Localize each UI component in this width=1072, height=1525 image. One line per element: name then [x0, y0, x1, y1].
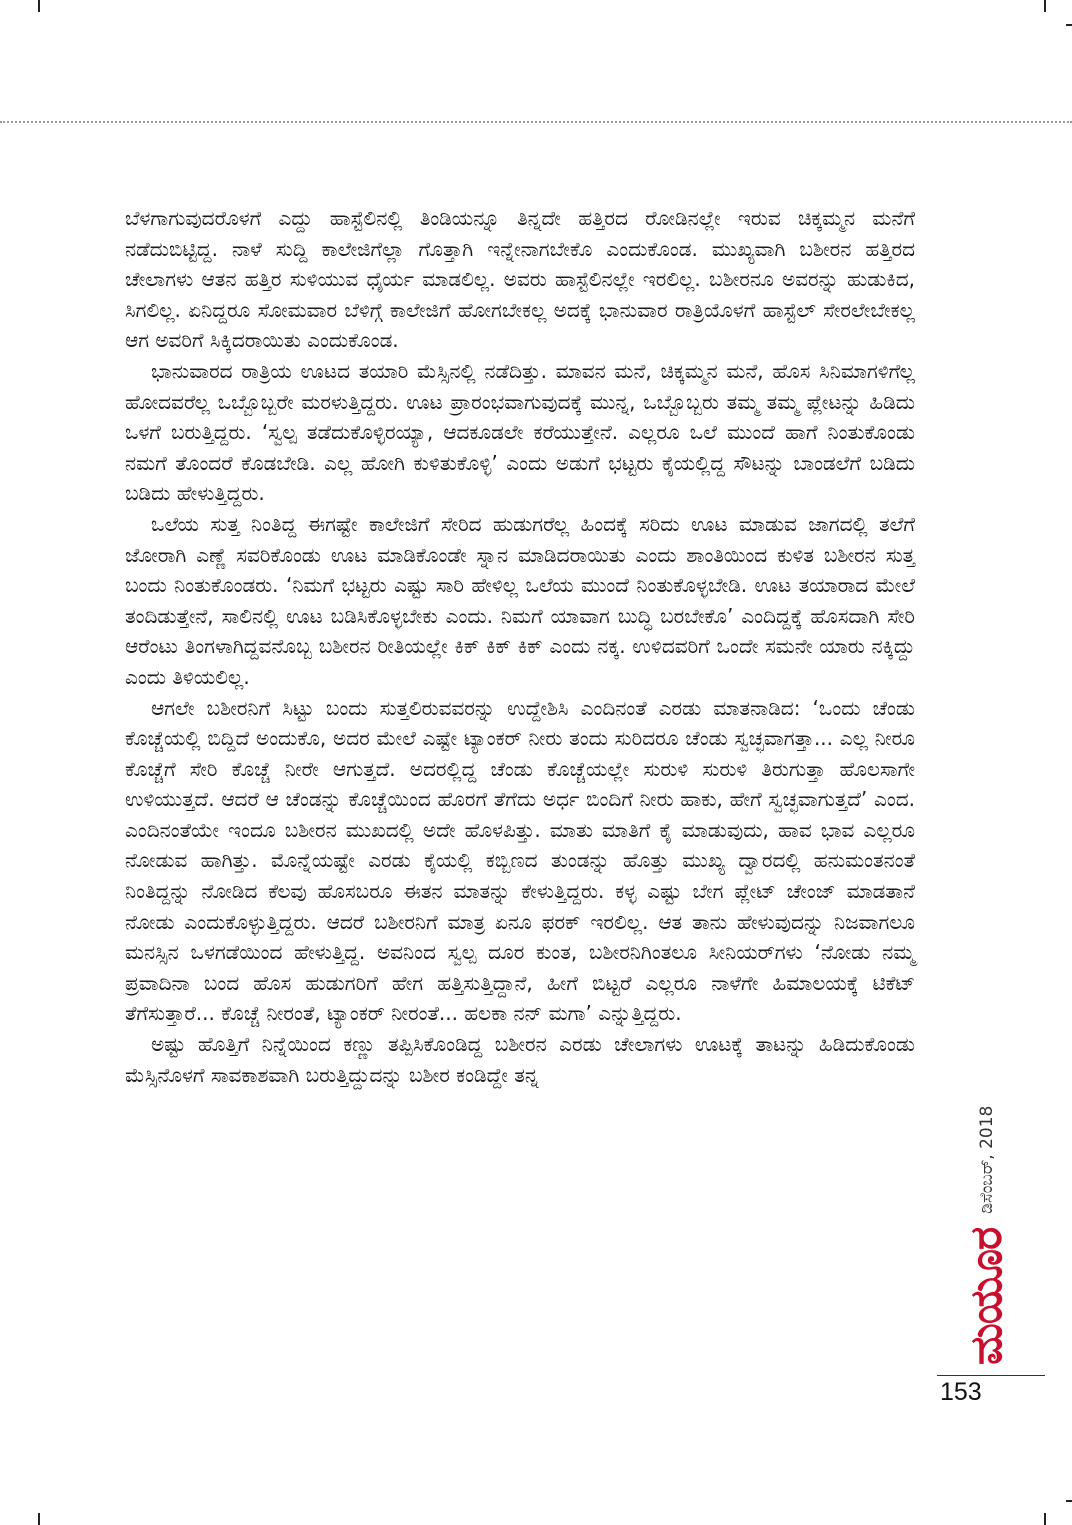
- crop-mark-mid-right-top: [1066, 24, 1072, 26]
- crop-mark-top-left: [38, 0, 40, 12]
- article-paragraph-4: ಆಗಲೇ ಬಶೀರನಿಗೆ ಸಿಟ್ಟು ಬಂದು ಸುತ್ತಲಿರುವವರನ್ನು ಉದ್ದೇಶಿಸಿ ಎಂದಿನಂತೆ ಎರಡು ಮಾತನಾಡಿದ: ‘ಒಂದು ಚೆಂಡು ಕೊಚ್ಚೆಯಲ್ಲಿ ಬಿದ್ದಿದೆ ಅಂದುಕೊ, ಅದರ ಮೇಲೆ ಎಷ್ಟೇ ಟ್ಯಾಂಕರ್ ನೀರು ತಂದು ಸುರಿದರೂ ಚೆಂಡು ಸ್ವಚ್ಛವಾಗತ್ತಾ... ಎಲ್ಲ ನೀರೂ ಕೊಚ್ಚೆಗೆ ಸೇರಿ ಕೊಚ್ಚೆ ನೀರೇ ಆಗುತ್ತದೆ. ಅದರಲ್ಲಿದ್ದ ಚೆಂಡು ಕೊಚ್ಚೆಯಲ್ಲೇ ಸುರುಳಿ ಸುರುಳಿ ತಿರುಗುತ್ತಾ ಹೊಲಸಾಗೇ ಉಳಿಯುತ್ತದೆ. ಆದರೆ ಆ ಚೆಂಡನ್ನು ಕೊಚ್ಚೆಯಿಂದ ಹೊರಗೆ ತೆಗೆದು ಅರ್ಧ ಬಿಂದಿಗೆ ನೀರು ಹಾಕು, ಹೇಗೆ ಸ್ವಚ್ಛವಾಗುತ್ತದೆ’ ಎಂದ. ಎಂದಿನಂತೆಯೇ ಇಂದೂ ಬಶೀರನ ಮುಖದಲ್ಲಿ ಅದೇ ಹೊಳಪಿತ್ತು. ಮಾತು ಮಾತಿಗೆ ಕೈ ಮಾಡುವುದು, ಹಾವ ಭಾವ ಎಲ್ಲರೂ ನೋಡುವ ಹಾಗಿತ್ತು. ಮೊನ್ನೆಯಷ್ಟೇ ಎರಡು ಕೈಯಲ್ಲಿ ಕಬ್ಬಿಣದ ತುಂಡನ್ನು ಹೊತ್ತು ಮುಖ್ಯ ದ್ವಾರದಲ್ಲಿ ಹನುಮಂತನಂತೆ ನಿಂತಿದ್ದನ್ನು ನೋಡಿದ ಕೆಲವು ಹೊಸಬರೂ ಈತನ ಮಾತನ್ನು ಕೇಳುತ್ತಿದ್ದರು. ಕಳ್ಳ ಎಷ್ಟು ಬೇಗ ಪ್ಲೇಟ್ ಚೇಂಜ್ ಮಾಡತಾನೆ ನೋಡು ಎಂದುಕೊಳ್ಳುತ್ತಿದ್ದರು. ಆದರೆ ಬಶೀರನಿಗೆ ಮಾತ್ರ ಏನೂ ಫರಕ್ ಇರಲಿಲ್ಲ. ಆತ ತಾನು ಹೇಳುವುದನ್ನು ನಿಜವಾಗಲೂ ಮನಸ್ಸಿನ ಒಳಗಡೆಯಿಂದ ಹೇಳುತ್ತಿದ್ದ. ಅವನಿಂದ ಸ್ವಲ್ಪ ದೂರ ಕುಂತ, ಬಶೀರನಿಗಿಂತಲೂ ಸೀನಿಯರ್‌ಗಳು ‘ನೋಡು ನಮ್ಮ ಪ್ರವಾದಿನಾ ಬಂದ ಹೊಸ ಹುಡುಗರಿಗೆ ಹೇಗ ಹತ್ತಿಸುತ್ತಿದ್ದಾನೆ, ಹೀಗೆ ಬಿಟ್ಟರೆ ಎಲ್ಲರೂ ನಾಳೆಗೇ ಹಿಮಾಲಯಕ್ಕೆ ಟಿಕೆಟ್ ತೆಗೆಸುತ್ತಾರೆ... ಕೊಚ್ಚೆ ನೀರಂತೆ, ಟ್ಯಾಂಕರ್ ನೀರಂತೆ... ಹಲಕಾ ನನ್ ಮಗಾ’ ಎನ್ನುತ್ತಿದ್ದರು.: [125, 695, 915, 1026]
- side-masthead-rotated: [957, 1060, 1017, 1365]
- article-paragraph-5: ಅಷ್ಟು ಹೊತ್ತಿಗೆ ನಿನ್ನೆಯಿಂದ ಕಣ್ಣು ತಪ್ಪಿಸಿಕೊಂಡಿದ್ದ ಬಶೀರನ ಎರಡು ಚೇಲಾಗಳು ಊಟಕ್ಕೆ ತಾಟನ್ನು ಹಿಡಿದುಕೊಂಡು ಮೆಸ್ಸಿನೊಳಗೆ ಸಾವಕಾಶವಾಗಿ ಬರುತ್ತಿದ್ದುದನ್ನು ಬಶೀರ ಕಂಡಿದ್ದೇ ತನ್ನ: [125, 1032, 915, 1087]
- side-masthead-strip: [927, 1060, 1012, 1365]
- crop-mark-top-right: [1044, 0, 1046, 12]
- article-paragraph-1: ಬೆಳಗಾಗುವುದರೊಳಗೆ ಎದ್ದು ಹಾಸ್ಟೆಲಿನಲ್ಲಿ ತಿಂಡಿಯನ್ನೂ ತಿನ್ನದೇ ಹತ್ತಿರದ ರೋಡಿನಲ್ಲೇ ಇರುವ ಚಿಕ್ಕಮ್ಮನ ಮನೆಗೆ ನಡೆದುಬಿಟ್ಟಿದ್ದ. ನಾಳೆ ಸುದ್ದಿ ಕಾಲೇಜಿಗೆಲ್ಲಾ ಗೊತ್ತಾಗಿ ಇನ್ನೇನಾಗಬೇಕೊ ಎಂದುಕೊಂಡ. ಮುಖ್ಯವಾಗಿ ಬಶೀರನ ಹತ್ತಿರದ ಚೇಲಾಗಳು ಆತನ ಹತ್ತಿರ ಸುಳಿಯುವ ಧೈರ್ಯ ಮಾಡಲಿಲ್ಲ. ಅವರು ಹಾಸ್ಟೆಲಿನಲ್ಲೇ ಇರಲಿಲ್ಲ. ಬಶೀರನೂ ಅವರನ್ನು ಹುಡುಕಿದ, ಸಿಗಲಿಲ್ಲ. ಏನಿದ್ದರೂ ಸೋಮವಾರ ಬೆಳಿಗ್ಗೆ ಕಾಲೇಜಿಗೆ ಹೋಗಬೇಕಲ್ಲ ಅದಕ್ಕೆ ಭಾನುವಾರ ರಾತ್ರಿಯೊಳಗೆ ಹಾಸ್ಟೆಲ್ ಸೇರಲೇಬೇಕಲ್ಲ ಆಗ ಅವರಿಗೆ ಸಿಕ್ಕಿದರಾಯಿತು ಎಂದುಕೊಂಡ.: [125, 206, 915, 353]
- crop-mark-bottom-right: [1044, 1513, 1046, 1525]
- crop-mark-bottom-left: [38, 1513, 40, 1525]
- issue-date: ಡಿಸೆಂಬರ್, 2018: [977, 1105, 997, 1214]
- page-number: 153: [940, 1378, 982, 1406]
- article-paragraph-2: ಭಾನುವಾರದ ರಾತ್ರಿಯ ಊಟದ ತಯಾರಿ ಮೆಸ್ಸಿನಲ್ಲಿ ನಡೆದಿತ್ತು. ಮಾವನ ಮನೆ, ಚಿಕ್ಕಮ್ಮನ ಮನೆ, ಹೊಸ ಸಿನಿಮಾಗಳಿಗೆಲ್ಲ ಹೋದವರೆಲ್ಲ ಒಬ್ಬೊಬ್ಬರೇ ಮರಳುತ್ತಿದ್ದರು. ಊಟ ಪ್ರಾರಂಭವಾಗುವುದಕ್ಕೆ ಮುನ್ನ, ಒಬ್ಬೊಬ್ಬರು ತಮ್ಮ ತಮ್ಮ ಪ್ಲೇಟನ್ನು ಹಿಡಿದು ಒಳಗೆ ಬರುತ್ತಿದ್ದರು. ‘ಸ್ವಲ್ಪ ತಡೆದುಕೊಳ್ಳಿರಯ್ಯಾ, ಆದಕೂಡಲೇ ಕರೆಯುತ್ತೇನೆ. ಎಲ್ಲರೂ ಒಲೆ ಮುಂದೆ ಹಾಗೆ ನಿಂತುಕೊಂಡು ನಮಗೆ ತೊಂದರೆ ಕೊಡಬೇಡಿ. ಎಲ್ಲ ಹೋಗಿ ಕುಳಿತುಕೊಳ್ಳಿ’ ಎಂದು ಅಡುಗೆ ಭಟ್ಟರು ಕೈಯಲ್ಲಿದ್ದ ಸೌಟನ್ನು ಬಾಂಡಲೆಗೆ ಬಡಿದು ಬಡಿದು ಹೇಳುತ್ತಿದ್ದರು.: [125, 358, 915, 506]
- header-dotted-rule: [0, 121, 1072, 123]
- article-paragraph-3: ಒಲೆಯ ಸುತ್ತ ನಿಂತಿದ್ದ ಈಗಷ್ಟೇ ಕಾಲೇಜಿಗೆ ಸೇರಿದ ಹುಡುಗರೆಲ್ಲ ಹಿಂದಕ್ಕೆ ಸರಿದು ಊಟ ಮಾಡುವ ಜಾಗದಲ್ಲಿ ತಲೆಗೆ ಜೋರಾಗಿ ಎಣ್ಣೆ ಸವರಿಕೊಂಡು ಊಟ ಮಾಡಿಕೊಂಡೇ ಸ್ನಾನ ಮಾಡಿದರಾಯಿತು ಎಂದು ಶಾಂತಿಯಿಂದ ಕುಳಿತ ಬಶೀರನ ಸುತ್ತ ಬಂದು ನಿಂತುಕೊಂಡರು. ‘ನಿಮಗೆ ಭಟ್ಟರು ಎಷ್ಟು ಸಾರಿ ಹೇಳಿಲ್ಲ ಒಲೆಯ ಮುಂದೆ ನಿಂತುಕೊಳ್ಳಬೇಡಿ. ಊಟ ತಯಾರಾದ ಮೇಲೆ ತಂದಿಡುತ್ತೇನೆ, ಸಾಲಿನಲ್ಲಿ ಊಟ ಬಡಿಸಿಕೊಳ್ಳಬೇಕು ಎಂದು. ನಿಮಗೆ ಯಾವಾಗ ಬುದ್ಧಿ ಬರಬೇಕೊ’ ಎಂದಿದ್ದಕ್ಕೆ ಹೊಸದಾಗಿ ಸೇರಿ ಆರೆಂಟು ತಿಂಗಳಾಗಿದ್ದವನೊಬ್ಬ ಬಶೀರನ ರೀತಿಯಲ್ಲೇ ಕಿಕ್ ಕಿಕ್ ಕಿಕ್ ಎಂದು ನಕ್ಕ. ಉಳಿದವರಿಗೆ ಒಂದೇ ಸಮನೇ ಯಾರು ನಕ್ಕಿದ್ದು ಎಂದು ತಿಳಿಯಲಿಲ್ಲ.: [125, 511, 915, 689]
- magazine-logo: ಮಯೂರ: [961, 1227, 1012, 1365]
- article-body: [125, 203, 915, 1090]
- crop-mark-mid-right-bottom: [1066, 1500, 1072, 1502]
